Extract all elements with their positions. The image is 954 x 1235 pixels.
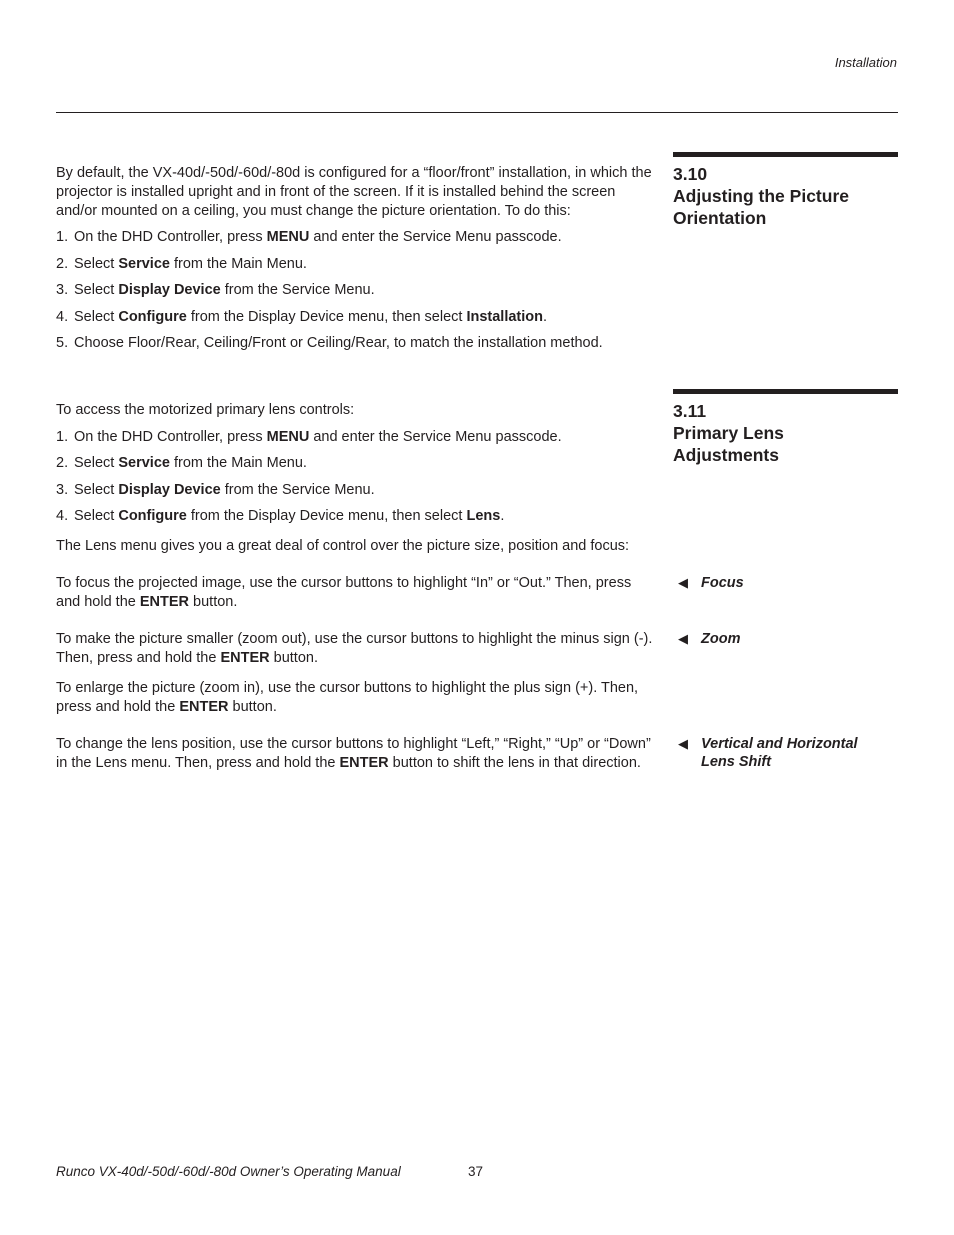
section-title-line: Adjusting the Picture (673, 186, 849, 206)
list-item: 5. Choose Floor/Rear, Ceiling/Front or Ceiling/Rear, to match the installation method. (56, 335, 603, 351)
arrow-left-icon: ◀ (678, 575, 688, 590)
section-bar (673, 152, 898, 157)
list-item: 3. Select Display Device from the Service Menu. (56, 282, 375, 298)
subheading-zoom: ◀ Zoom (678, 631, 741, 647)
section-bar (673, 389, 898, 394)
running-header: Installation (834, 55, 897, 70)
section-intro: By default, the VX-40d/-50d/-60d/-80d is configured for a “floor/front” installation, in which the projector is installed upright and in front of the screen. If it is installed behind the screen and/or mounted on a ceiling, you must change the picture orientation. To do this: (56, 165, 652, 219)
subheading-lens-shift: ◀ Vertical and Horizontal Lens Shift (678, 736, 858, 770)
list-item: 1. On the DHD Controller, press MENU and enter the Service Menu passcode. (56, 229, 562, 245)
list-item: 1. On the DHD Controller, press MENU and enter the Service Menu passcode. (56, 429, 562, 445)
list-item: 2. Select Service from the Main Menu. (56, 256, 307, 272)
list-item: 3. Select Display Device from the Service Menu. (56, 482, 375, 498)
section-title-line: Orientation (673, 208, 767, 228)
lens-shift-paragraph: To change the lens position, use the cursor buttons to highlight “Left,” “Right,” “Up” or “Down” in the Lens menu. Then, press and hold the ENTER button to shift the lens in that direction. (56, 736, 651, 771)
list-item: 4. Select Configure from the Display Device menu, then select Installation. (56, 309, 548, 325)
header-rule (56, 112, 898, 113)
zoom-out-paragraph: To make the picture smaller (zoom out), use the cursor buttons to highlight the minus sign (-). Then, press and hold the ENTER button. (56, 631, 653, 666)
list-item: 4. Select Configure from the Display Device menu, then select Lens. (56, 508, 505, 524)
section-title-line: Primary Lens (673, 423, 784, 443)
section-number: 3.10 (673, 164, 708, 184)
footer-manual-title: Runco VX-40d/-50d/-60d/-80d Owner’s Operating Manual (56, 1164, 401, 1179)
arrow-left-icon: ◀ (678, 631, 688, 646)
section-heading-3-10 (673, 163, 898, 229)
section-heading-3-11 (673, 400, 898, 466)
subheading-focus: ◀ Focus (678, 575, 744, 591)
section-number: 3.11 (673, 401, 707, 421)
section-intro: To access the motorized primary lens controls: (56, 402, 355, 418)
lens-menu-paragraph: The Lens menu gives you a great deal of control over the picture size, position and focus: (56, 538, 630, 554)
arrow-left-icon: ◀ (678, 736, 688, 751)
section-title-line: Adjustments (673, 445, 779, 465)
zoom-in-paragraph: To enlarge the picture (zoom in), use the cursor buttons to highlight the plus sign (+). Then, press and hold the ENTER button. (56, 680, 639, 715)
page-number: 37 (468, 1164, 484, 1179)
focus-paragraph: To focus the projected image, use the cursor buttons to highlight “In” or “Out.” Then, press and hold the ENTER button. (56, 575, 632, 610)
list-item: 2. Select Service from the Main Menu. (56, 455, 307, 471)
